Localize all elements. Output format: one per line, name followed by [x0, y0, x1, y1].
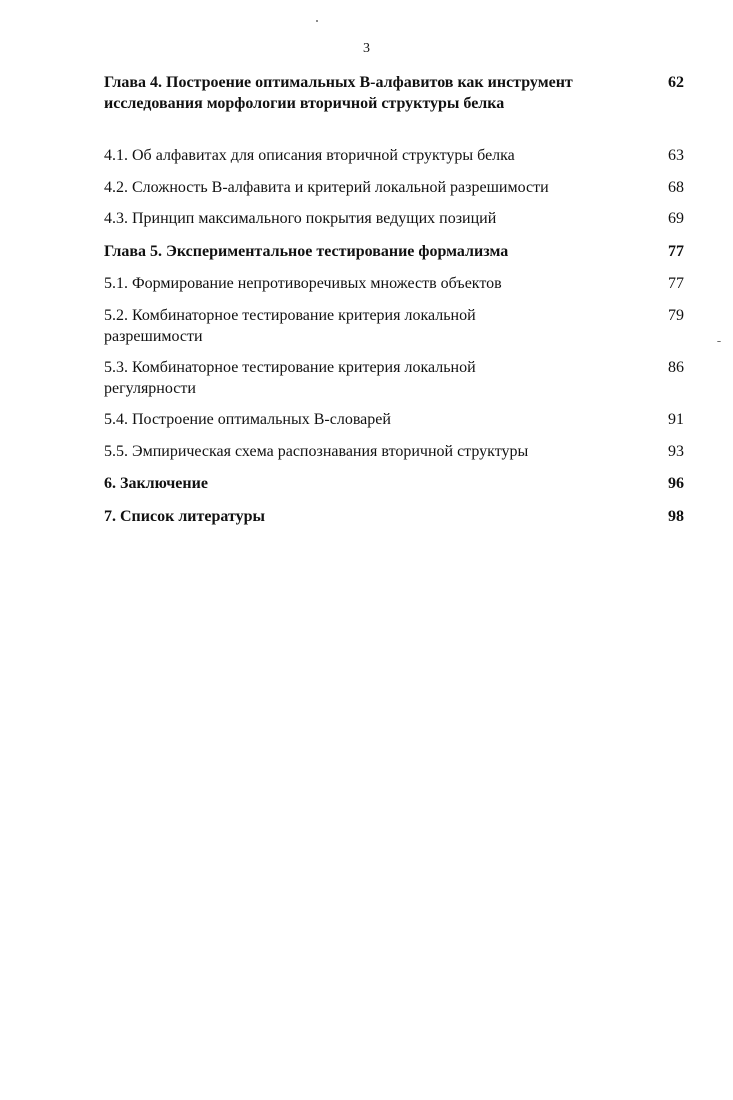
- toc-entry-chapter-4: [104, 72, 684, 114]
- toc-entry-page: 91: [668, 411, 684, 428]
- toc-entry-page: 86: [668, 359, 684, 376]
- toc-entry-title: 5.5. Эмпирическая схема распознавания вторичной структуры: [104, 443, 529, 460]
- toc-entry-page: 77: [668, 275, 684, 292]
- toc-entry-page: 69: [668, 210, 684, 227]
- toc-entry-page: 62: [668, 74, 684, 91]
- toc-entry-5-2: [104, 305, 684, 347]
- toc-entry-title: 5.3. Комбинаторное тестирование критерия локальной регулярности: [104, 359, 476, 397]
- toc-entry-5-4: [104, 409, 684, 430]
- toc-entry-title: 4.1. Об алфавитах для описания вторичной структуры белка: [104, 147, 515, 164]
- toc-entry-4-1: [104, 145, 684, 166]
- toc-entry-title: 7. Список литературы: [104, 508, 265, 525]
- scan-speck: [316, 20, 318, 22]
- toc-entry-title: Глава 5. Экспериментальное тестирование формализма: [104, 243, 509, 260]
- toc-entry-title: 5.2. Комбинаторное тестирование критерия локальной разрешимости: [104, 307, 476, 345]
- toc-entry-4-3: [104, 208, 684, 229]
- toc-entry-title: 6. Заключение: [104, 475, 208, 492]
- toc-entry-page: 79: [668, 307, 684, 324]
- toc-entry-references: [104, 506, 684, 527]
- toc-entry-title: 4.3. Принцип максимального покрытия ведущих позиций: [104, 210, 497, 227]
- scan-speck: [717, 341, 721, 342]
- toc-entry-page: 96: [668, 475, 684, 492]
- toc-entry-page: 63: [668, 147, 684, 164]
- toc-entry-title: Глава 4. Построение оптимальных В-алфавитов как инструмент исследования морфологии вторичной структуры белка: [104, 74, 573, 112]
- toc-entry-page: 93: [668, 443, 684, 460]
- toc-entry-conclusion: [104, 473, 684, 494]
- toc-entry-5-5: [104, 441, 684, 462]
- toc-entry-chapter-5: [104, 241, 684, 262]
- toc-entry-title: 5.4. Построение оптимальных В-словарей: [104, 411, 391, 428]
- toc-entry-title: 5.1. Формирование непротиворечивых множеств объектов: [104, 275, 502, 292]
- toc-entry-5-3: [104, 357, 684, 399]
- toc-entry-4-2: [104, 177, 684, 198]
- toc-entry-page: 68: [668, 179, 684, 196]
- toc-entry-page: 98: [668, 508, 684, 525]
- toc-entry-5-1: [104, 273, 684, 294]
- page-number: 3: [363, 41, 370, 56]
- toc-entry-page: 77: [668, 243, 684, 260]
- toc-entry-title: 4.2. Сложность В-алфавита и критерий локальной разрешимости: [104, 179, 549, 196]
